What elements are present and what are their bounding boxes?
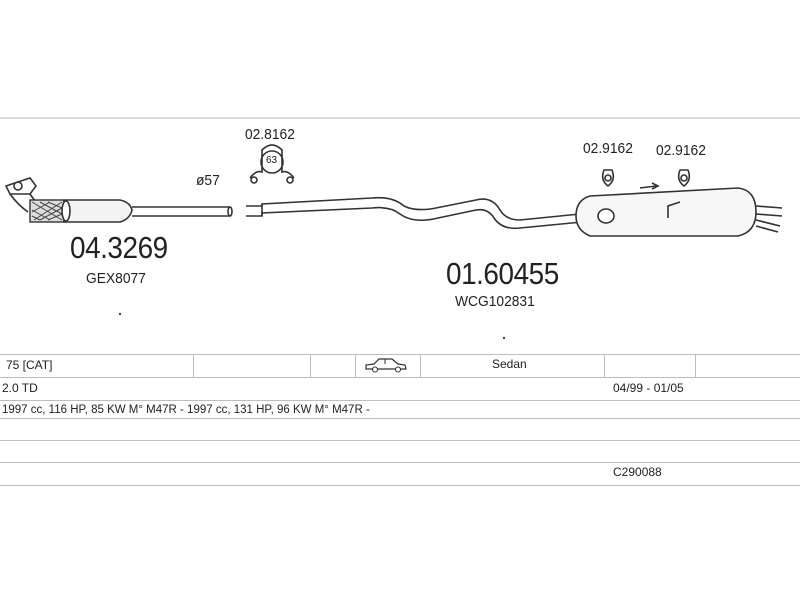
table-divider [604, 354, 605, 377]
rear-silencer [576, 183, 782, 236]
table-rule [0, 354, 800, 355]
table-rule [0, 418, 800, 419]
middle-pipe [246, 198, 582, 229]
table-rule [0, 400, 800, 401]
specs-cell: 1997 cc, 116 HP, 85 KW M° M47R - 1997 cc, 131 HP, 96 KW M° M47R - [2, 404, 370, 416]
hanger-part-number-left: 02.9162 [583, 140, 633, 157]
years-cell: 04/99 - 01/05 [613, 381, 684, 395]
code-cell: C290088 [613, 465, 662, 479]
flex-section [30, 200, 64, 222]
front-flange-icon [6, 178, 36, 194]
pipe-part-number: 01.60455 [446, 256, 559, 291]
car-sedan-icon [364, 357, 408, 373]
pipe-ref-number: WCG102831 [455, 293, 535, 310]
table-divider [310, 354, 311, 377]
table-rule [0, 462, 800, 463]
table-divider [355, 354, 356, 377]
body-type-cell: Sedan [492, 357, 527, 371]
cat-part-number: 04.3269 [70, 230, 168, 265]
clamp-part-number: 02.8162 [245, 126, 295, 143]
table-rule [0, 485, 800, 486]
hanger-icon [603, 170, 614, 186]
model-cell: 75 [CAT] [6, 358, 53, 372]
engine-cell: 2.0 TD [2, 381, 38, 395]
catalyst-body [62, 200, 232, 222]
clamp-size-label: 63 [266, 155, 278, 166]
hanger-part-number-right: 02.9162 [656, 142, 706, 159]
table-divider [695, 354, 696, 377]
cat-ref-number: GEX8077 [86, 270, 146, 287]
table-divider [420, 354, 421, 377]
diameter-label: ø57 [196, 172, 220, 189]
table-rule [0, 440, 800, 441]
table-rule [0, 377, 800, 378]
table-divider [193, 354, 194, 377]
hanger-icon [679, 170, 690, 186]
